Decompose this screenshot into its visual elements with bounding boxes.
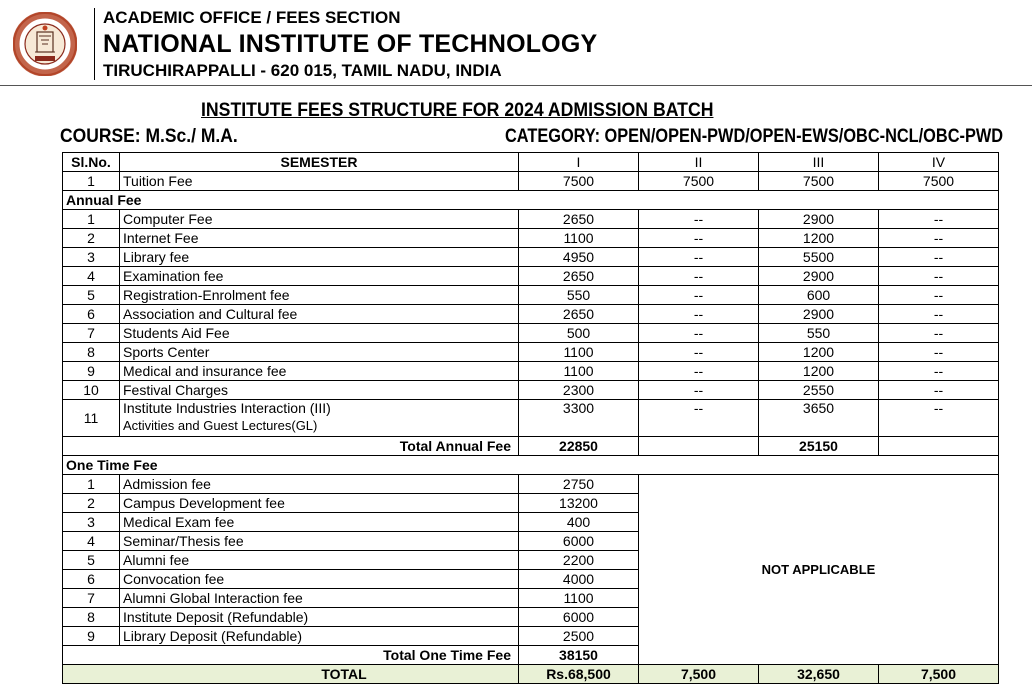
row-value-sem-1: 1100	[519, 362, 639, 381]
row-fee-name: Association and Cultural fee	[120, 305, 519, 324]
row-value-sem-1: 4950	[519, 248, 639, 267]
category-label: CATEGORY: OPEN/OPEN-PWD/OPEN-EWS/OBC-NCL/OBC-PWD	[505, 126, 1004, 147]
annual-fee-row	[63, 400, 999, 437]
row-value-sem-1: 1100	[519, 229, 639, 248]
row-value-sem-2: --	[639, 248, 759, 267]
letterhead	[0, 0, 1032, 88]
row-value-sem-1: 13200	[519, 494, 639, 513]
row-slno: 9	[63, 627, 120, 646]
row-fee-name-line1: Institute Industries Interaction (III)	[123, 400, 331, 416]
row-value-sem-2: 7500	[639, 172, 759, 191]
col-header-sem-2: II	[639, 153, 759, 172]
row-value-sem-3: 2550	[759, 381, 879, 400]
row-fee-name: Campus Development fee	[120, 494, 519, 513]
course-label: COURSE: M.Sc./ M.A.	[60, 126, 238, 147]
row-slno: 8	[63, 343, 120, 362]
institute-name: NATIONAL INSTITUTE OF TECHNOLOGY	[103, 30, 598, 58]
row-fee-name-line2: Activities and Guest Lectures(GL)	[123, 418, 318, 433]
col-header-slno: Sl.No.	[63, 153, 120, 172]
row-value-sem-1: 4000	[519, 570, 639, 589]
total-annual-sem-3: 25150	[759, 437, 879, 456]
col-header-semester: SEMESTER	[120, 153, 519, 172]
one-time-fee-heading: One Time Fee	[63, 456, 999, 475]
annual-fee-row	[63, 248, 999, 267]
annual-fee-row	[63, 324, 999, 343]
row-value-sem-2: --	[639, 305, 759, 324]
fees-table	[62, 152, 999, 684]
annual-fee-heading: Annual Fee	[63, 191, 999, 210]
row-value-sem-1: 2500	[519, 627, 639, 646]
row-slno: 11	[63, 400, 120, 437]
row-value-sem-2: --	[639, 362, 759, 381]
grand-total-sem-1: Rs.68,500	[519, 665, 639, 684]
row-fee-name: Tuition Fee	[120, 172, 519, 191]
row-value-sem-3: 5500	[759, 248, 879, 267]
not-applicable-cell: NOT APPLICABLE	[639, 475, 999, 665]
institute-seal-logo	[13, 12, 77, 76]
row-value-sem-3: 1200	[759, 343, 879, 362]
row-value-sem-2: --	[639, 400, 759, 437]
row-value-sem-1: 7500	[519, 172, 639, 191]
total-annual-fee-label: Total Annual Fee	[63, 437, 519, 456]
total-one-time-fee-label: Total One Time Fee	[63, 646, 519, 665]
row-fee-name: Registration-Enrolment fee	[120, 286, 519, 305]
one-time-fee-section-row	[63, 456, 999, 475]
row-fee-name: Library fee	[120, 248, 519, 267]
row-fee-name: Library Deposit (Refundable)	[120, 627, 519, 646]
row-slno: 9	[63, 362, 120, 381]
row-value-sem-3: 1200	[759, 229, 879, 248]
annual-fee-row	[63, 267, 999, 286]
row-slno: 1	[63, 475, 120, 494]
row-slno: 4	[63, 267, 120, 286]
row-slno: 5	[63, 551, 120, 570]
row-value-sem-3: 1200	[759, 362, 879, 381]
annual-fee-row	[63, 343, 999, 362]
grand-total-sem-3: 32,650	[759, 665, 879, 684]
row-slno: 1	[63, 210, 120, 229]
row-slno: 3	[63, 513, 120, 532]
row-value-sem-1: 550	[519, 286, 639, 305]
row-slno: 8	[63, 608, 120, 627]
row-value-sem-2: --	[639, 343, 759, 362]
annual-fee-row	[63, 210, 999, 229]
row-slno: 2	[63, 494, 120, 513]
col-header-sem-1: I	[519, 153, 639, 172]
row-value-sem-1: 2300	[519, 381, 639, 400]
row-value-sem-1: 6000	[519, 608, 639, 627]
row-slno: 7	[63, 324, 120, 343]
row-value-sem-3: 2900	[759, 267, 879, 286]
row-value-sem-4: 7500	[879, 172, 999, 191]
grand-total-sem-4: 7,500	[879, 665, 999, 684]
row-fee-name: Internet Fee	[120, 229, 519, 248]
annual-fee-row	[63, 286, 999, 305]
table-header-row	[63, 153, 999, 172]
row-slno: 5	[63, 286, 120, 305]
row-slno: 6	[63, 305, 120, 324]
row-fee-name: Examination fee	[120, 267, 519, 286]
annual-fee-row	[63, 305, 999, 324]
row-value-sem-2: --	[639, 381, 759, 400]
total-annual-sem-2	[639, 437, 759, 456]
one-time-fee-row	[63, 475, 999, 494]
row-value-sem-4: --	[879, 362, 999, 381]
row-value-sem-3: 600	[759, 286, 879, 305]
total-one-time-sem-1: 38150	[519, 646, 639, 665]
row-value-sem-2: --	[639, 210, 759, 229]
row-value-sem-4: --	[879, 210, 999, 229]
total-annual-fee-row	[63, 437, 999, 456]
office-name: ACADEMIC OFFICE / FEES SECTION	[103, 8, 401, 27]
row-slno: 10	[63, 381, 120, 400]
annual-fee-section-row	[63, 191, 999, 210]
row-fee-name: Festival Charges	[120, 381, 519, 400]
row-value-sem-2: --	[639, 324, 759, 343]
row-value-sem-4: --	[879, 267, 999, 286]
row-fee-name: Admission fee	[120, 475, 519, 494]
row-value-sem-3: 2900	[759, 305, 879, 324]
row-value-sem-2: --	[639, 286, 759, 305]
row-value-sem-1: 2650	[519, 267, 639, 286]
row-fee-name-multiline	[120, 400, 519, 437]
annual-fee-row	[63, 381, 999, 400]
grand-total-label: TOTAL	[63, 665, 519, 684]
row-fee-name: Alumni Global Interaction fee	[120, 589, 519, 608]
row-slno: 1	[63, 172, 120, 191]
row-fee-name: Computer Fee	[120, 210, 519, 229]
grand-total-sem-2: 7,500	[639, 665, 759, 684]
row-value-sem-4: --	[879, 305, 999, 324]
row-slno: 2	[63, 229, 120, 248]
row-value-sem-1: 1100	[519, 589, 639, 608]
col-header-sem-4: IV	[879, 153, 999, 172]
row-value-sem-4: --	[879, 248, 999, 267]
institute-address: TIRUCHIRAPPALLI - 620 015, TAMIL NADU, INDIA	[103, 61, 502, 80]
row-value-sem-3: 7500	[759, 172, 879, 191]
row-fee-name: Medical Exam fee	[120, 513, 519, 532]
row-value-sem-1: 2650	[519, 305, 639, 324]
row-value-sem-1: 500	[519, 324, 639, 343]
row-value-sem-1: 2650	[519, 210, 639, 229]
row-slno: 3	[63, 248, 120, 267]
header-rule	[0, 85, 1032, 86]
row-fee-name: Medical and insurance fee	[120, 362, 519, 381]
col-header-sem-3: III	[759, 153, 879, 172]
row-value-sem-4: --	[879, 286, 999, 305]
total-annual-sem-1: 22850	[519, 437, 639, 456]
total-annual-sem-4	[879, 437, 999, 456]
header-divider	[94, 8, 95, 80]
row-fee-name: Alumni fee	[120, 551, 519, 570]
row-value-sem-2: --	[639, 229, 759, 248]
row-value-sem-1: 2200	[519, 551, 639, 570]
row-value-sem-4: --	[879, 343, 999, 362]
row-value-sem-4: --	[879, 324, 999, 343]
row-value-sem-3: 550	[759, 324, 879, 343]
document-title: INSTITUTE FEES STRUCTURE FOR 2024 ADMISSION BATCH	[201, 100, 714, 121]
row-value-sem-4: --	[879, 229, 999, 248]
row-fee-name: Sports Center	[120, 343, 519, 362]
row-fee-name: Seminar/Thesis fee	[120, 532, 519, 551]
row-value-sem-1: 3300	[519, 400, 639, 437]
annual-fee-row	[63, 229, 999, 248]
row-value-sem-4: --	[879, 400, 999, 437]
row-value-sem-3: 3650	[759, 400, 879, 437]
row-fee-name: Institute Deposit (Refundable)	[120, 608, 519, 627]
row-slno: 7	[63, 589, 120, 608]
row-fee-name: Students Aid Fee	[120, 324, 519, 343]
row-fee-name: Convocation fee	[120, 570, 519, 589]
row-value-sem-1: 1100	[519, 343, 639, 362]
row-slno: 6	[63, 570, 120, 589]
row-value-sem-1: 400	[519, 513, 639, 532]
row-value-sem-2: --	[639, 267, 759, 286]
row-value-sem-1: 6000	[519, 532, 639, 551]
grand-total-row	[63, 665, 999, 684]
row-slno: 4	[63, 532, 120, 551]
row-value-sem-3: 2900	[759, 210, 879, 229]
row-value-sem-4: --	[879, 381, 999, 400]
tuition-row	[63, 172, 999, 191]
annual-fee-row	[63, 362, 999, 381]
row-value-sem-1: 2750	[519, 475, 639, 494]
